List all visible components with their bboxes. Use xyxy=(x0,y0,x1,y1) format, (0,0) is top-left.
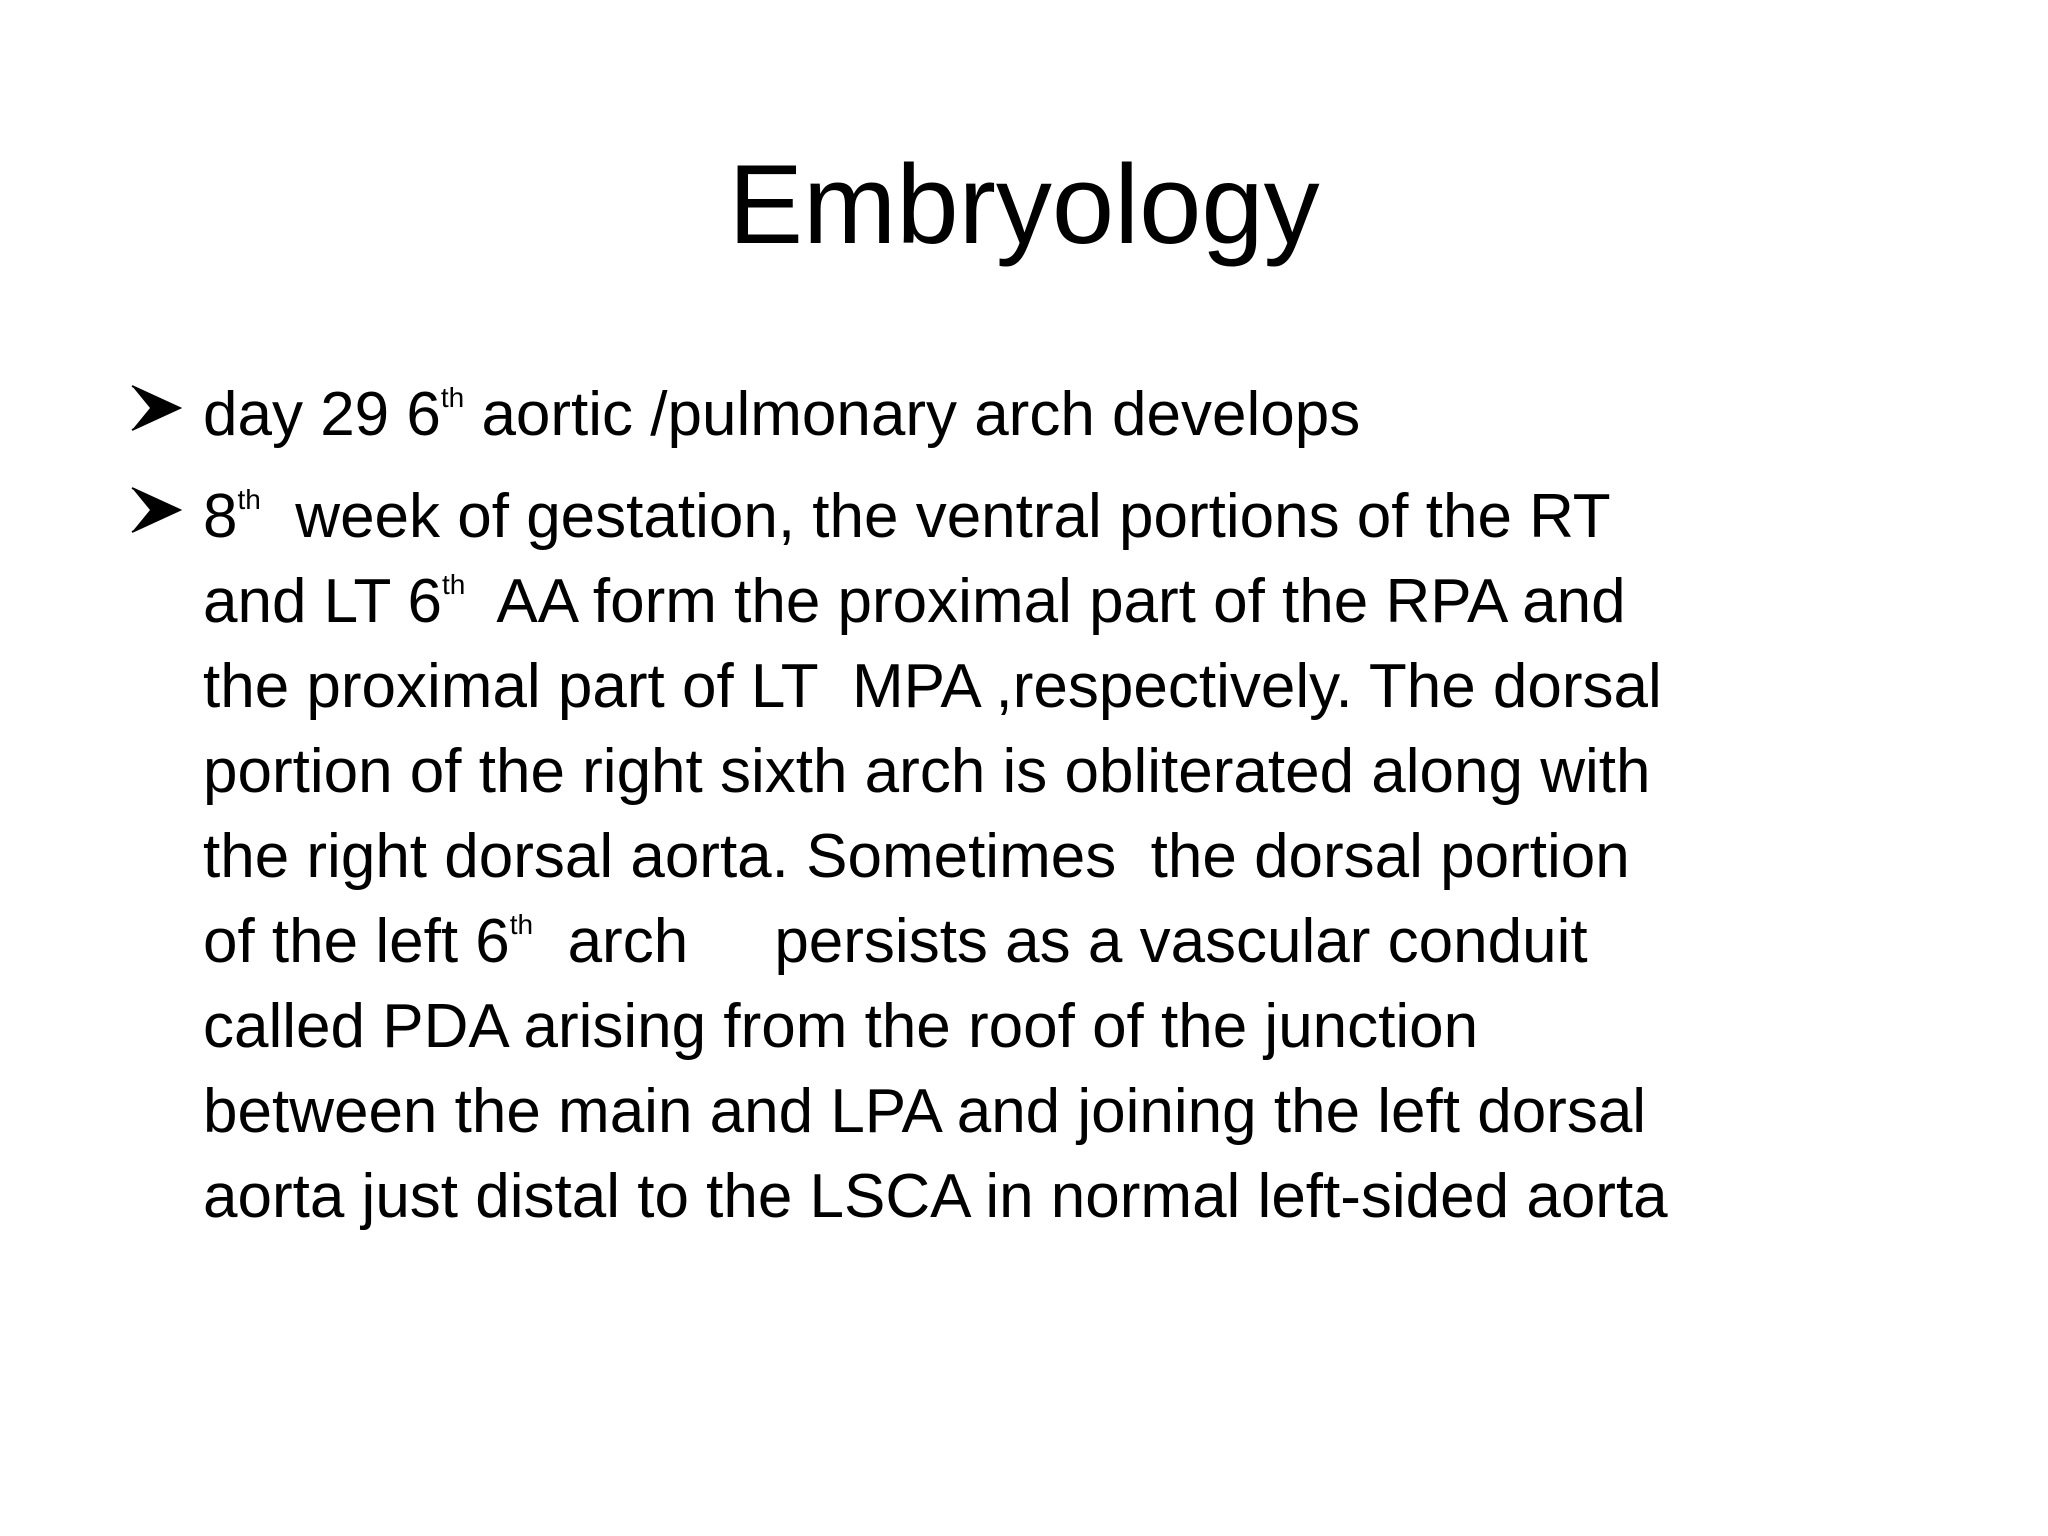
bullet-list xyxy=(130,372,1930,1256)
bullet-2-line-3: the proximal part of LT MPA ,respectively. The dorsal xyxy=(203,652,1662,721)
bullet-2-line-2: and LT 6th AA form the proximal part of the RPA and xyxy=(203,567,1626,636)
right-arrowhead-bullet-icon xyxy=(130,484,182,536)
bullet-2-line-8: between the main and LPA and joining the left dorsal xyxy=(203,1077,1647,1146)
bullet-item-1 xyxy=(130,372,1930,457)
bullet-2-line-9: aorta just distal to the LSCA in normal left-sided aorta xyxy=(203,1162,1668,1231)
right-arrowhead-bullet-icon xyxy=(130,382,182,434)
bullet-2-line-5: the right dorsal aorta. Sometimes the dorsal portion xyxy=(203,822,1630,891)
ordinal-superscript: th xyxy=(237,484,261,515)
bullet-1-line-1: day 29 6th aortic /pulmonary arch develops xyxy=(203,380,1361,449)
ordinal-superscript: th xyxy=(442,569,466,600)
ordinal-superscript: th xyxy=(440,382,465,413)
slide-title: Embryology xyxy=(728,142,1320,267)
ordinal-superscript: th xyxy=(509,909,534,940)
bullet-2-line-7: called PDA arising from the roof of the junction xyxy=(203,992,1479,1061)
bullet-2-line-6: of the left 6th arch persists as a vascular conduit xyxy=(203,907,1588,976)
bullet-2-line-4: portion of the right sixth arch is obliterated along with xyxy=(203,737,1651,806)
bullet-item-2 xyxy=(130,474,1930,1239)
bullet-2-line-1: 8th week of gestation, the ventral portions of the RT xyxy=(203,482,1611,551)
